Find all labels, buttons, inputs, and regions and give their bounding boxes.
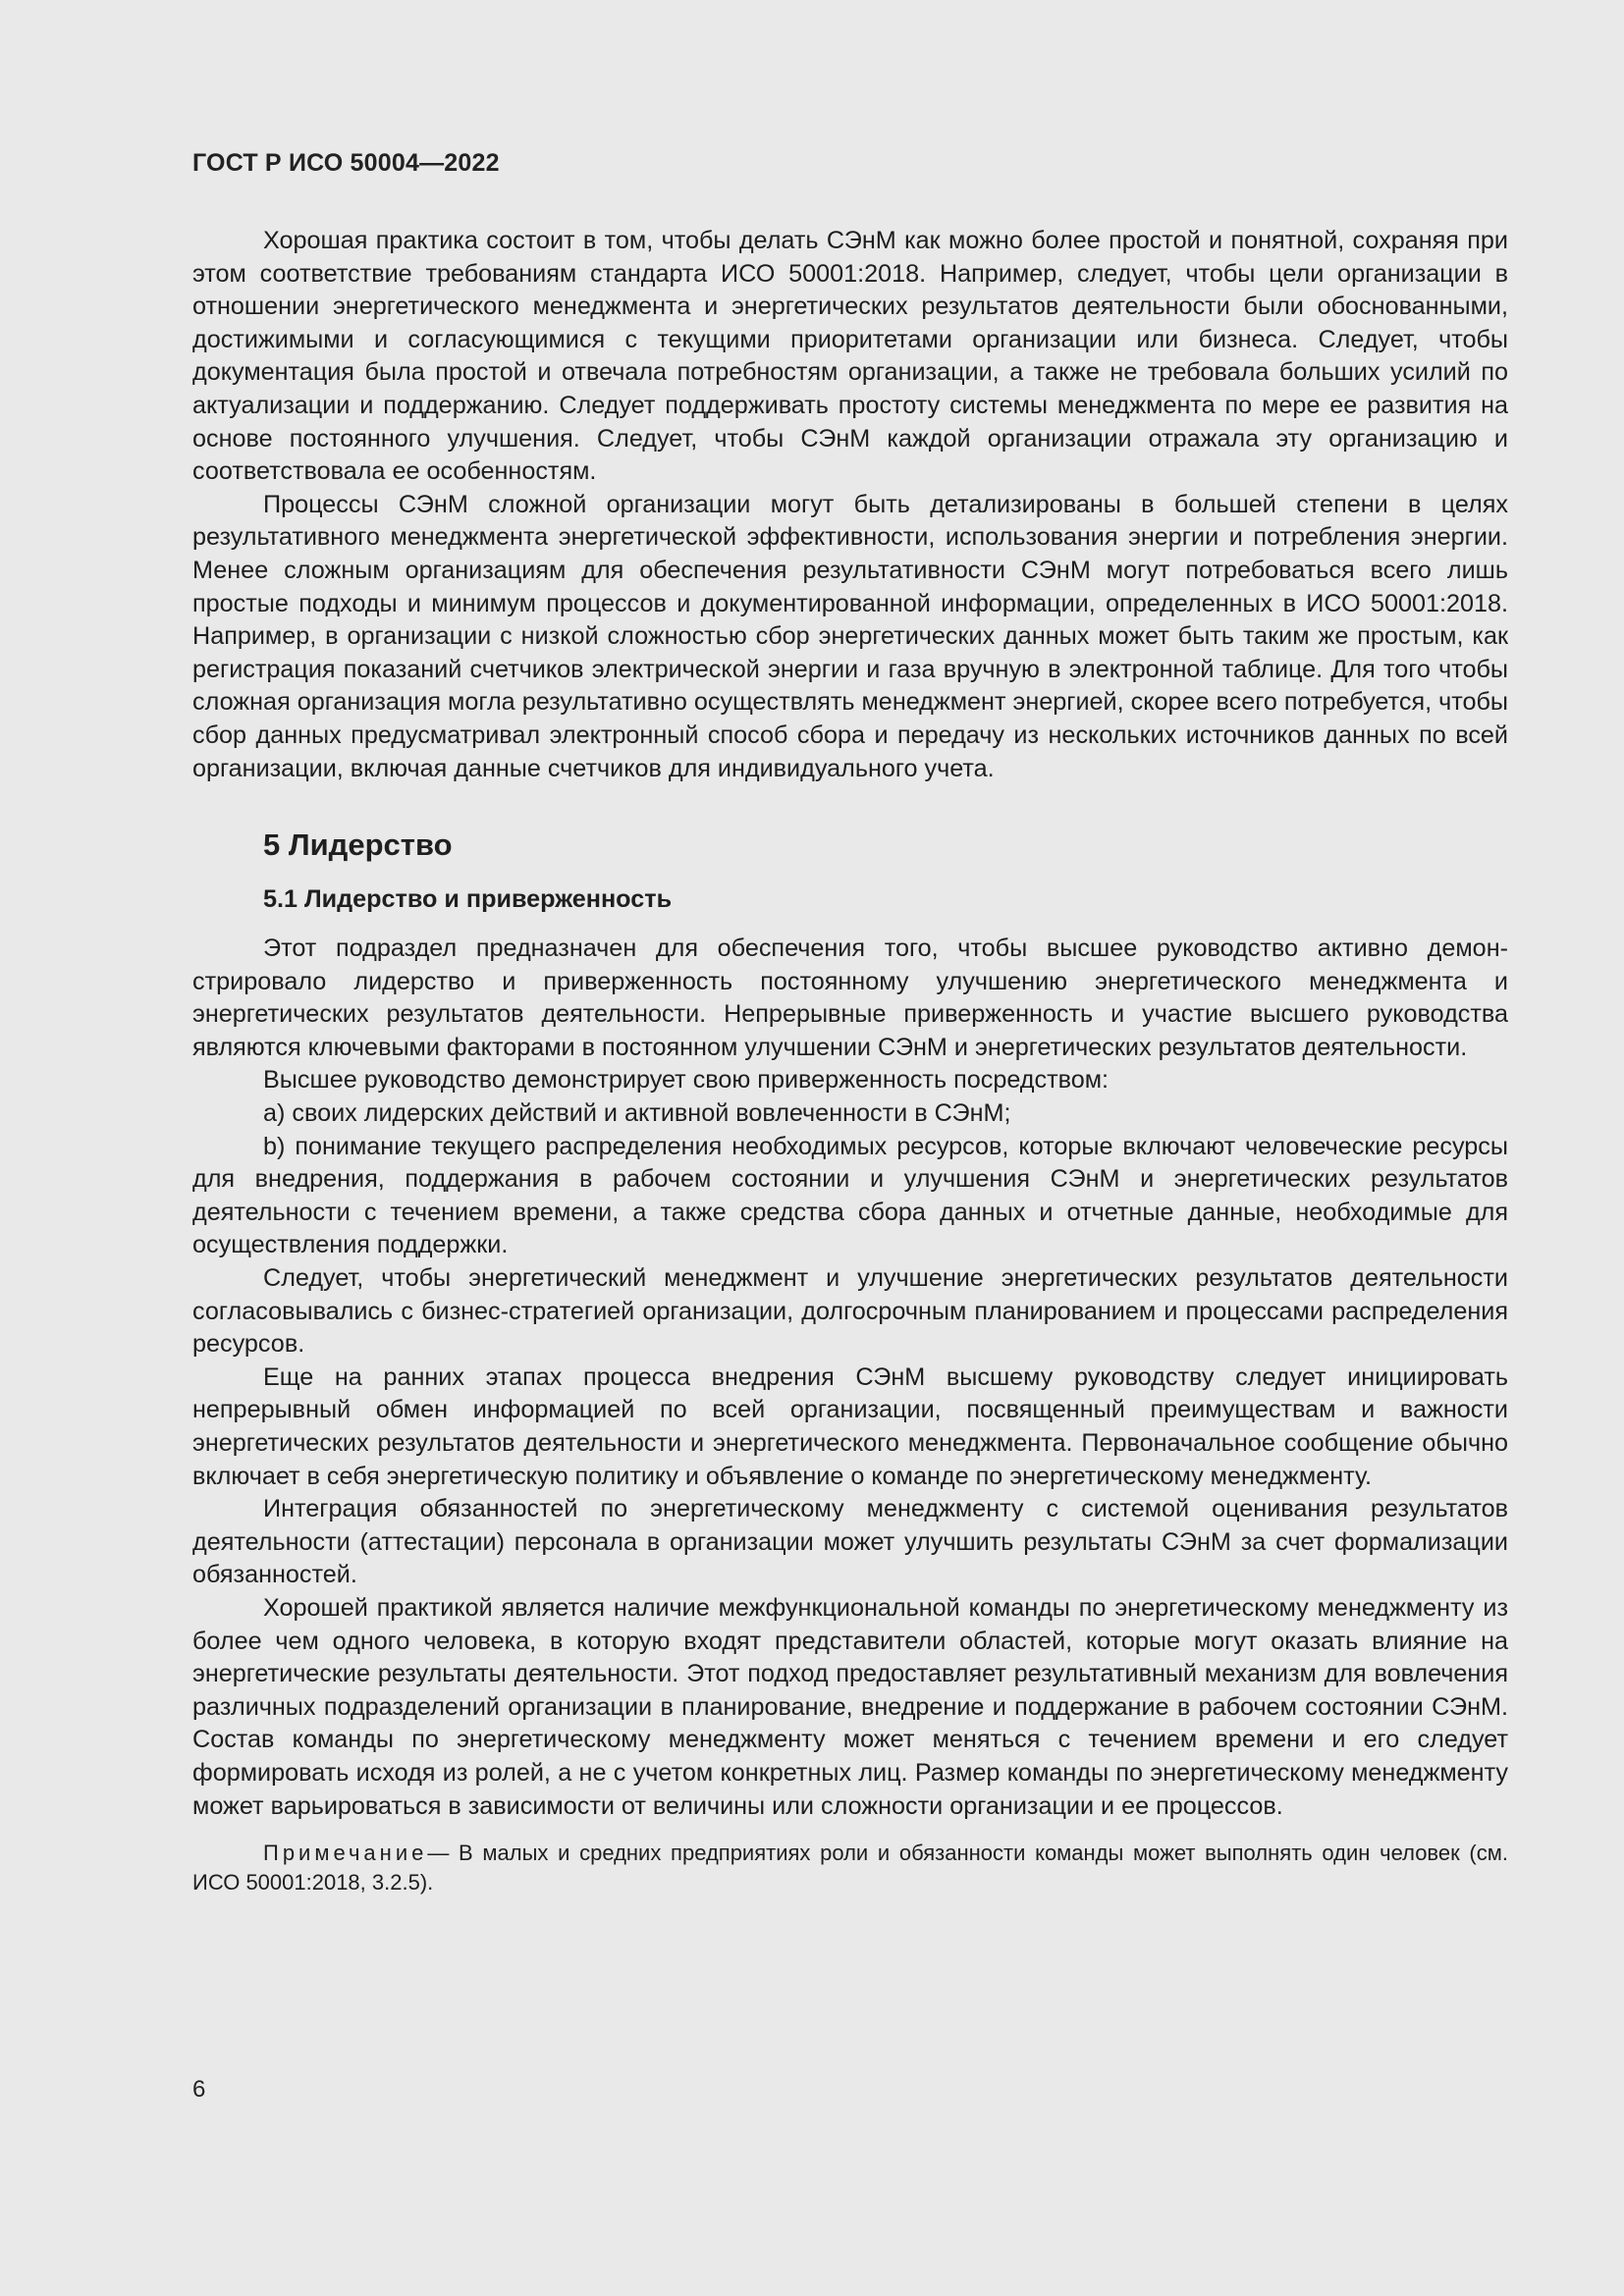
intro-paragraph-1: Хорошая практика состоит в том, чтобы делать СЭнМ как можно более простой и понятной, сохраняя при этом соответствие требованиям стандарта ИСО 50001:2018. Например, следует, чтобы цели организации в отношении энергетического менеджмента и энергетических результатов деятельности были обоснованными, достижимыми и согласующимися с текущими приоритетами организации или бизнеса. Следует, чтобы документация была простой и отвечала потребностям организации, а также не требовала больших усилий по актуализации и поддержанию. Следует поддерживать простоту системы менеджмента по мере ее развития на основе постоянного улучшения. Следует, чтобы СЭнМ каждой организации отражала эту организацию и соответствовала ее особенностям. [192, 227, 1508, 486]
subsection-paragraph-3: Следует, чтобы энергетический менеджмент и улучшение энергетических результатов деятельности согласовывались с бизнес-стратегией организации, долгосрочным планированием и процессами распределения ресурсов. [192, 1264, 1508, 1359]
subsection-paragraph-4: Еще на ранних этапах процесса внедрения СЭнМ высшему руководству следует инициировать непрерывный обмен информацией по всей организации, посвященный преимуществам и важности энергетических результатов деятельности и энергетического менеджмента. Первоначальное сообщение обычно включает в себя энергетическую политику и объявление о команде по энергетическому менеджменту. [192, 1362, 1508, 1490]
page-number: 6 [192, 2076, 206, 2103]
subsection-paragraph-6: Хорошей практикой является наличие межфункциональной команды по энергетическому менеджменту из более чем одного человека, в которую входят представители областей, которые могут оказать влияние на энергетические результаты деятельности. Этот подход предоставляет результативный механизм для вовлечения различных подразделений организации в планирование, внедрение и поддержание в рабочем состоянии СЭнМ. Состав команды по энергетическому менеджменту может меняться с течением времени и его следует формировать исходя из ролей, а не с учетом конкретных лиц. Размер команды по энергетическому менеджменту может варьироваться в зависимости от величины или сложности организации и ее процессов. [192, 1593, 1508, 1820]
subsection-paragraph-1: Этот подраздел предназначен для обеспечения того, чтобы высшее руководство активно демонстрировало лидерство и приверженность постоянному улучшению энергетического менеджмента и энергетических результатов деятельности. Непрерывные приверженность и участие высшего руководства являются ключевыми факторами в постоянном улучшении СЭнМ и энергетических результатов деятельности. [192, 934, 1508, 1061]
subsection-paragraph-2: Высшее руководство демонстрирует свою приверженность посредством: [263, 1066, 1110, 1095]
subsection-paragraph-5: Интеграция обязанностей по энергетическому менеджменту с системой оценивания результатов деятельности (аттестации) персонала в организации может улучшить результаты СЭнМ за счет формализации обязанностей. [192, 1495, 1508, 1589]
intro-paragraph-2: Процессы СЭнМ сложной организации могут быть детализированы в большей степени в целях результативного менеджмента энергетической эффективности, использования энергии и потребления энергии. Менее сложным организациям для обеспечения результативности СЭнМ могут потребоваться всего лишь простые подходы и минимум процессов и документированной информации, определенных в ИСО 50001:2018. Например, в организации с низкой сложностью сбор энергетических данных может быть таким же простым, как регистрация показаний счетчиков электрической энергии и газа вручную в электронной таблице. Для того чтобы сложная организация могла результативно осуществлять менеджмент энергией, скорее всего потребуется, чтобы сбор данных предусматривал электронный способ сбора и передачу из нескольких источников данных по всей организации, включая данные счетчиков для индивидуального учета. [192, 490, 1508, 782]
note [192, 1839, 1508, 1897]
note-label: Примечание [263, 1841, 428, 1866]
list-item-b: b) понимание текущего распределения необходимых ресурсов, которые включают человеческие ресурсы для внедрения, поддержания в рабочем состоянии и улучшения СЭнМ и энергетических результатов деятельности с течением времени, а также средства сбора данных и отчетные данные, необходимые для осуществления поддержки. [192, 1132, 1508, 1259]
subsection-heading: 5.1 Лидерство и приверженность [263, 885, 673, 914]
note-text: — В малых и средних предприятиях роли и обязанности команды может выполнять один человек (см. ИСО 50001:2018, 3.2.5). [192, 1841, 1508, 1896]
document-header: ГОСТ Р ИСО 50004—2022 [192, 149, 500, 177]
list-item-a: а) своих лидерских действий и активной вовлеченности в СЭнМ; [263, 1099, 1011, 1128]
document-body [192, 225, 1508, 1897]
section-heading: 5 Лидерство [263, 828, 453, 863]
